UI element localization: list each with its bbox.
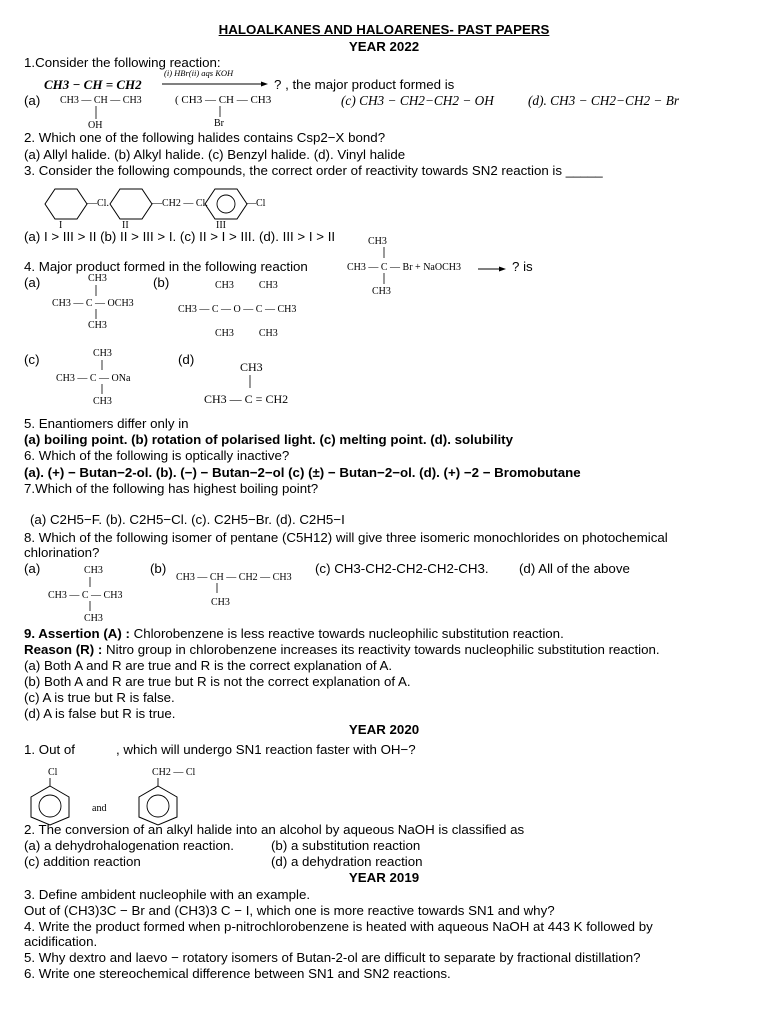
q4-option-d-label: (d) <box>178 352 195 367</box>
y2020-q2-option-b: (b) a substitution reaction <box>271 838 421 853</box>
q4-option-c-mid: CH3 — C — ONa <box>56 373 131 384</box>
q1-option-a-sub: OH <box>88 120 103 131</box>
q8-option-a-mid: CH3 — C — CH3 <box>48 590 123 601</box>
q4-option-c-top: CH3 <box>93 348 112 359</box>
q2-prompt: 2. Which one of the following halides contains Csp2−X bond? <box>24 130 386 145</box>
q1-tail: ? , the major product formed is <box>274 77 455 92</box>
y2020-q1-prompt-end: , which will undergo SN1 reaction faster with OH−? <box>116 742 416 757</box>
q9-option-d: (d) A is false but R is true. <box>24 706 176 721</box>
q4-reaction-bot: CH3 <box>372 286 391 297</box>
q8-prompt-line-2: chlorination? <box>24 545 100 560</box>
q4-option-c-bond-top <box>100 360 104 371</box>
q9-assertion-text: Chlorobenzene is less reactive towards nucleophilic substitution reaction. <box>129 626 564 641</box>
q4-option-b-top: CH3 CH3 <box>215 280 278 291</box>
q7-options: (a) C2H5−F. (b). C2H5−Cl. (c). C2H5−Br. (d). C2H5−I <box>30 512 345 527</box>
q1-reactant: CH3 − CH = CH2 <box>44 77 142 92</box>
q4-option-c-label: (c) <box>24 352 40 367</box>
q1-option-a-label: (a) <box>24 93 41 108</box>
q4-option-b-mid: CH3 — C — O — C — CH3 <box>178 304 297 315</box>
q8-option-b-mid: CH3 — CH — CH2 — CH3 <box>176 572 292 583</box>
q9-assertion-label: 9. Assertion (A) : <box>24 626 130 641</box>
q8-option-a-bond-top <box>88 577 92 588</box>
y2020-q2-option-d: (d) a dehydration reaction <box>271 854 423 869</box>
q3-options: (a) I > III > II (b) II > III > I. (c) II > I > III. (d). III > I > II <box>24 229 336 244</box>
year-heading-2019: YEAR 2019 <box>348 870 420 885</box>
q4-reaction-arrow <box>478 265 508 273</box>
q8-option-a-label: (a) <box>24 561 41 576</box>
q1-option-b-main: ( CH3 — CH — CH3 <box>175 94 272 106</box>
q9-option-a: (a) Both A and R are true and R is the correct explanation of A. <box>24 658 393 673</box>
q1-option-a-main: CH3 — CH — CH3 <box>60 95 142 106</box>
q4-option-d-mid: CH3 — C = CH2 <box>204 392 289 406</box>
q8-option-a-top: CH3 <box>84 565 103 576</box>
q2-options: (a) Allyl halide. (b) Alkyl halide. (c) Benzyl halide. (d). Vinyl halide <box>24 147 406 162</box>
q4-option-a-bond-top <box>94 285 98 297</box>
y2020-q2-prompt: 2. The conversion of an alkyl halide into an alcohol by aqueous NaOH is classified as <box>24 822 525 837</box>
y2019-q5: 5. Why dextro and laevo − rotatory isomers of Butan-2-ol are difficult to separate by fractional distillation? <box>24 950 641 965</box>
q3-compound-2-sub: —CH2 — Cl. <box>152 198 208 209</box>
q1-option-a-bond <box>94 106 98 120</box>
q7-prompt: 7.Which of the following has highest boiling point? <box>24 481 319 496</box>
q1-reaction-arrow <box>160 80 270 88</box>
q4-option-c-bond-bot <box>100 384 104 395</box>
q4-option-a-top: CH3 <box>88 273 107 284</box>
benzyl-chloride-ring <box>136 778 180 826</box>
q5-prompt: 5. Enantiomers differ only in <box>24 416 189 431</box>
q4-reaction-top: CH3 <box>368 236 387 247</box>
q8-option-b-label: (b) <box>150 561 167 576</box>
q9-reason-text: Nitro group in chlorobenzene increases its reactivity towards nucleophilic substitution reaction. <box>102 642 660 657</box>
q6-prompt: 6. Which of the following is optically inactive? <box>24 448 290 463</box>
q9-reason-label: Reason (R) : <box>24 642 103 657</box>
y2019-q4-line-2: acidification. <box>24 934 98 949</box>
year-heading-2022: YEAR 2022 <box>348 39 420 54</box>
q5-options: (a) boiling point. (b) rotation of polarised light. (c) melting point. (d). solubility <box>24 432 513 447</box>
q4-option-a-mid: CH3 — C — OCH3 <box>52 298 134 309</box>
q1-option-b-bond <box>218 106 222 118</box>
y2020-q1-prompt-start: 1. Out of <box>24 742 75 757</box>
q8-option-c: (c) CH3-CH2-CH2-CH2-CH3. <box>315 561 489 576</box>
q4-tail: ? is <box>512 259 533 274</box>
q4-option-a-bond-bot <box>94 309 98 320</box>
q4-option-d-top: CH3 <box>240 360 263 374</box>
y2019-q3-line-2: Out of (CH3)3C − Br and (CH3)3 C − I, which one is more reactive towards SN1 and why? <box>24 903 555 918</box>
benzene-ring-3 <box>204 188 248 220</box>
q3-compound-1-sub: —Cl. <box>87 198 109 209</box>
y2020-q1-compound-2-label: CH2 — Cl <box>152 767 196 778</box>
q1-option-c: (c) CH3 − CH2−CH2 − OH <box>341 93 494 108</box>
q6-options: (a). (+) − Butan−2-ol. (b). (−) − Butan−2−ol (c) (±) − Butan−2−ol. (d). (+) −2 − Bromobutane <box>24 465 581 480</box>
q9-option-c: (c) A is true but R is false. <box>24 690 175 705</box>
year-heading-2020: YEAR 2020 <box>348 722 420 737</box>
q3-compound-3-num: III <box>216 220 226 231</box>
y2020-q1-compound-1-label: Cl <box>48 767 58 778</box>
q4-option-c-bot: CH3 <box>93 396 112 407</box>
q3-compound-1-num: I <box>59 220 63 231</box>
y2020-q2-option-a: (a) a dehydrohalogenation reaction. <box>24 838 234 853</box>
y2019-q4-line-1: 4. Write the product formed when p-nitrochlorobenzene is heated with aqueous NaOH at 443 K followed by <box>24 919 653 934</box>
q4-option-a-bot: CH3 <box>88 320 107 331</box>
q3-compound-3-sub: —Cl <box>246 198 266 209</box>
q1-reagent: (i) HBr(ii) aqs KOH <box>164 68 234 78</box>
q8-option-b-bot: CH3 <box>211 597 230 608</box>
cyclohexane-ring-2 <box>109 188 153 220</box>
q4-option-a-label: (a) <box>24 275 41 290</box>
y2020-q1-and: and <box>92 803 107 814</box>
q4-reaction-bond-top <box>382 247 386 259</box>
q4-option-d-bond <box>248 375 252 389</box>
cyclohexane-ring-1 <box>44 188 88 220</box>
q1-option-b-sub: Br <box>214 118 224 129</box>
q1-option-d: (d). CH3 − CH2−CH2 − Br <box>528 93 680 108</box>
q4-option-b-bot: CH3 CH3 <box>215 328 278 339</box>
page-title: HALOALKANES AND HALOARENES- PAST PAPERS <box>218 22 550 37</box>
q4-reaction-bond-bot <box>382 273 386 285</box>
y2020-q2-option-c: (c) addition reaction <box>24 854 141 869</box>
q8-prompt-line-1: 8. Which of the following isomer of pentane (C5H12) will give three isomeric monochlorides on photochemical <box>24 530 668 545</box>
q9-option-b: (b) Both A and R are true but R is not the correct explanation of A. <box>24 674 411 689</box>
q3-prompt: 3. Consider the following compounds, the correct order of reactivity towards SN2 reaction is _____ <box>24 163 603 178</box>
q9-reason <box>24 642 660 657</box>
q4-option-b-label: (b) <box>153 275 170 290</box>
chlorobenzene-ring <box>28 778 72 826</box>
q8-option-b-bond <box>215 583 219 594</box>
q8-option-a-bot: CH3 <box>84 613 103 624</box>
q4-reaction-mid: CH3 — C — Br + NaOCH3 <box>347 262 461 273</box>
q8-option-d: (d) All of the above <box>519 561 630 576</box>
y2019-q3-line-1: 3. Define ambident nucleophile with an example. <box>24 887 311 902</box>
q1-prompt: 1.Consider the following reaction: <box>24 55 221 70</box>
q4-prompt: 4. Major product formed in the following reaction <box>24 259 308 274</box>
q8-option-a-bond-bot <box>88 601 92 612</box>
y2019-q6: 6. Write one stereochemical difference between SN1 and SN2 reactions. <box>24 966 451 981</box>
q9-assertion <box>24 626 564 641</box>
q3-compound-2-num: II <box>122 220 129 231</box>
